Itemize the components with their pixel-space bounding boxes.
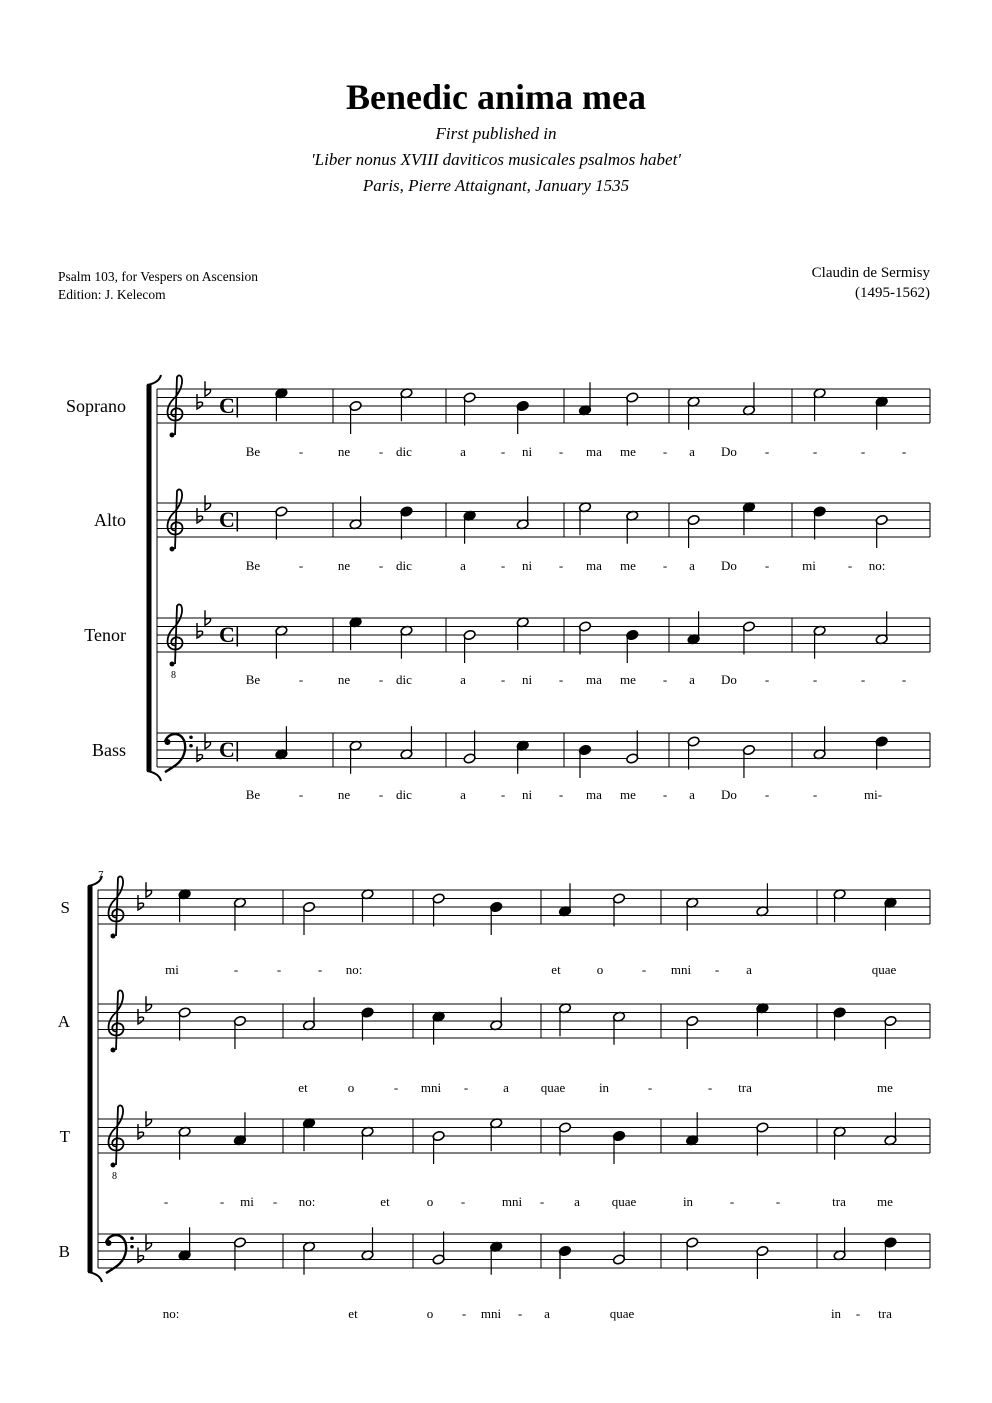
lyric-syllable: - <box>298 672 304 687</box>
lyric-syllable: dic <box>396 558 412 573</box>
lyric-syllable: et <box>551 962 561 977</box>
lyric-syllable: mi- <box>863 787 883 802</box>
bass-clef-dot <box>106 1240 112 1246</box>
lyric-syllable: ma <box>586 558 602 573</box>
staff-1 <box>61 876 930 977</box>
lyric-syllable: - <box>647 1080 653 1095</box>
time-signature: C| <box>219 737 240 762</box>
lyric-syllable: - <box>317 962 323 977</box>
staff-3 <box>84 604 930 687</box>
lyric-syllable: Be <box>245 444 261 459</box>
lyric-syllable: a <box>574 1194 580 1209</box>
lyric-syllable: quae <box>609 1306 635 1321</box>
lyric-syllable: mni <box>420 1080 442 1095</box>
lyric-syllable: mi <box>802 558 816 573</box>
treble-clef-icon <box>168 375 183 435</box>
lyric-syllable: - <box>714 962 720 977</box>
lyric-syllable: a <box>460 672 466 687</box>
lyric-syllable: - <box>855 1306 861 1321</box>
lyric-syllable: no: <box>868 558 886 573</box>
lyric-syllable: - <box>298 444 304 459</box>
treble-clef-tail <box>170 433 175 438</box>
lyric-syllable: quae <box>611 1194 637 1209</box>
flat-icon <box>197 623 203 638</box>
treble-clef-icon <box>109 1105 124 1165</box>
flat-icon <box>138 1124 144 1139</box>
lyric-syllable: - <box>500 444 506 459</box>
lyric-syllable: ma <box>586 672 602 687</box>
staff-4 <box>59 1227 930 1321</box>
time-signature: C| <box>219 507 240 532</box>
lyric-syllable: me <box>877 1194 893 1209</box>
treble-clef-icon <box>109 990 124 1050</box>
lyric-syllable: ma <box>586 444 602 459</box>
staff-2 <box>58 990 930 1095</box>
lyric-syllable: tra <box>738 1080 752 1095</box>
lyric-syllable: - <box>764 787 770 802</box>
lyric-syllable: - <box>393 1080 399 1095</box>
lyric-syllable: a <box>460 787 466 802</box>
lyric-syllable: a <box>460 444 466 459</box>
lyric-syllable: Do <box>721 787 737 802</box>
lyric-syllable: - <box>558 558 564 573</box>
lyric-syllable: a <box>544 1306 550 1321</box>
composer-dates: (1495-1562) <box>855 285 930 301</box>
lyric-syllable: - <box>500 558 506 573</box>
treble-clef-tail <box>170 662 175 667</box>
lyric-syllable: - <box>517 1306 523 1321</box>
lyric-syllable: dic <box>396 444 412 459</box>
measure-number: 7 <box>98 869 104 881</box>
treble-clef-icon <box>109 876 124 936</box>
psalm-info: Psalm 103, for Vespers on Ascension <box>58 269 258 284</box>
lyric-syllable: - <box>298 787 304 802</box>
flat-icon <box>197 747 203 762</box>
lyric-syllable: - <box>500 672 506 687</box>
lyric-syllable: ne <box>337 787 351 802</box>
treble-clef-icon <box>168 489 183 549</box>
lyric-syllable: - <box>558 672 564 687</box>
lyric-syllable: a <box>689 444 695 459</box>
lyric-syllable: in <box>598 1080 610 1095</box>
lyric-syllable: Do <box>721 444 737 459</box>
staff-label: A <box>57 1012 70 1031</box>
flat-icon <box>138 1009 144 1024</box>
lyric-syllable: me <box>620 444 636 459</box>
system-2 <box>58 869 930 1321</box>
flat-icon <box>197 394 203 409</box>
lyric-syllable: - <box>662 672 668 687</box>
page-title: Benedic anima mea <box>346 77 646 117</box>
lyric-syllable: no: <box>298 1194 316 1209</box>
lyric-syllable: ne <box>337 672 351 687</box>
edition-info: Edition: J. Kelecom <box>58 287 166 302</box>
lyric-syllable: o <box>426 1194 434 1209</box>
time-signature: C| <box>219 622 240 647</box>
lyric-syllable: ma <box>586 787 602 802</box>
lyric-syllable: - <box>729 1194 735 1209</box>
lyric-syllable: ni <box>521 672 533 687</box>
lyric-syllable: - <box>378 558 384 573</box>
treble-clef-tail <box>111 1048 116 1053</box>
lyric-syllable: - <box>233 962 239 977</box>
lyric-syllable: - <box>461 1306 467 1321</box>
lyric-syllable: - <box>764 444 770 459</box>
lyric-syllable: mni <box>480 1306 502 1321</box>
lyric-syllable: - <box>860 444 866 459</box>
flat-icon <box>197 508 203 523</box>
lyric-syllable: - <box>558 787 564 802</box>
lyric-syllable: Be <box>245 558 261 573</box>
lyric-syllable: a <box>746 962 752 977</box>
lyric-syllable: - <box>276 962 282 977</box>
bass-clef-dot <box>130 1245 134 1249</box>
staff-label: Soprano <box>66 396 126 416</box>
lyric-syllable: - <box>460 1194 466 1209</box>
lyric-syllable: - <box>662 558 668 573</box>
lyric-syllable: tra <box>878 1306 892 1321</box>
lyric-syllable: - <box>500 787 506 802</box>
staff-label: B <box>58 1242 70 1261</box>
lyric-syllable: dic <box>396 787 412 802</box>
lyric-syllable: - <box>641 962 647 977</box>
lyric-syllable: no: <box>345 962 363 977</box>
lyric-syllable: o <box>347 1080 355 1095</box>
lyric-syllable: - <box>662 444 668 459</box>
lyric-syllable: me <box>877 1080 893 1095</box>
lyric-syllable: quae <box>540 1080 566 1095</box>
lyric-syllable: Be <box>245 672 261 687</box>
lyric-syllable: mi <box>165 962 179 977</box>
lyric-syllable: ne <box>337 558 351 573</box>
time-signature: C| <box>219 393 240 418</box>
lyric-syllable: - <box>775 1194 781 1209</box>
staff-label: S <box>60 898 70 917</box>
lyric-syllable: a <box>460 558 466 573</box>
lyric-syllable: o <box>426 1306 434 1321</box>
lyric-syllable: o <box>596 962 604 977</box>
lyric-syllable: ni <box>521 558 533 573</box>
treble-clef-tail <box>111 934 116 939</box>
lyric-syllable: - <box>707 1080 713 1095</box>
lyric-syllable: - <box>812 672 818 687</box>
bass-clef-dot <box>165 739 171 745</box>
lyric-syllable: - <box>662 787 668 802</box>
lyric-syllable: - <box>901 672 907 687</box>
lyric-syllable: dic <box>396 672 412 687</box>
lyric-syllable: me <box>620 558 636 573</box>
staff-label: Bass <box>91 740 126 760</box>
composer-name: Claudin de Sermisy <box>811 265 930 281</box>
lyric-syllable: - <box>378 444 384 459</box>
lyric-syllable: ni <box>521 444 533 459</box>
bracket-top-hook <box>147 375 161 385</box>
lyric-syllable: quae <box>871 962 897 977</box>
subtitle-line-2: 'Liber nonus XVIII daviticos musicales psalmos habet' <box>311 150 681 169</box>
treble-clef-tail <box>111 1163 116 1168</box>
lyric-syllable: et <box>348 1306 358 1321</box>
lyric-syllable: Be <box>245 787 261 802</box>
staff-4 <box>92 726 930 802</box>
lyric-syllable: mi <box>240 1194 254 1209</box>
lyric-syllable: - <box>219 1194 225 1209</box>
subtitle-line-1: First published in <box>435 124 557 143</box>
lyric-syllable: no: <box>162 1306 180 1321</box>
lyric-syllable: - <box>298 558 304 573</box>
treble-clef-tail <box>170 547 175 552</box>
flat-icon <box>138 895 144 910</box>
lyric-syllable: - <box>558 444 564 459</box>
flat-icon <box>138 1248 144 1263</box>
lyric-syllable: a <box>689 787 695 802</box>
staff-label: Alto <box>93 510 126 530</box>
lyric-syllable: - <box>163 1194 169 1209</box>
staff-label: Tenor <box>84 625 126 645</box>
bass-clef-dot <box>189 744 193 748</box>
subtitle-line-3: Paris, Pierre Attaignant, January 1535 <box>362 176 630 195</box>
lyric-syllable: - <box>812 787 818 802</box>
lyric-syllable: - <box>860 672 866 687</box>
staff-3 <box>60 1105 930 1209</box>
staff-label: T <box>59 1127 70 1146</box>
system-1 <box>66 375 930 802</box>
lyric-syllable: et <box>298 1080 308 1095</box>
lyric-syllable: a <box>689 672 695 687</box>
treble-clef-icon <box>168 604 183 664</box>
lyric-syllable: ni <box>521 787 533 802</box>
lyric-syllable: - <box>764 558 770 573</box>
lyric-syllable: Do <box>721 672 737 687</box>
lyric-syllable: - <box>378 672 384 687</box>
lyric-syllable: tra <box>832 1194 846 1209</box>
bracket-bottom-hook <box>147 771 161 781</box>
lyric-syllable: - <box>463 1080 469 1095</box>
lyric-syllable: - <box>539 1194 545 1209</box>
lyric-syllable: mni <box>670 962 692 977</box>
lyric-syllable: mni <box>501 1194 523 1209</box>
octave-eight-icon: 8 <box>112 1171 117 1182</box>
lyric-syllable: - <box>378 787 384 802</box>
lyric-syllable: - <box>847 558 853 573</box>
lyric-syllable: - <box>901 444 907 459</box>
lyric-syllable: ne <box>337 444 351 459</box>
lyric-syllable: - <box>812 444 818 459</box>
lyric-syllable: et <box>380 1194 390 1209</box>
staff-2 <box>94 489 930 573</box>
staff-1 <box>66 375 930 459</box>
lyric-syllable: me <box>620 787 636 802</box>
octave-eight-icon: 8 <box>171 670 176 681</box>
lyric-syllable: a <box>689 558 695 573</box>
lyric-syllable: - <box>272 1194 278 1209</box>
bass-clef-dot <box>130 1236 134 1240</box>
lyric-syllable: me <box>620 672 636 687</box>
lyric-syllable: - <box>764 672 770 687</box>
lyric-syllable: a <box>503 1080 509 1095</box>
bracket-bottom-hook <box>88 1272 102 1282</box>
lyric-syllable: in <box>830 1306 842 1321</box>
lyric-syllable: in <box>682 1194 694 1209</box>
bass-clef-dot <box>189 735 193 739</box>
lyric-syllable: Do <box>721 558 737 573</box>
